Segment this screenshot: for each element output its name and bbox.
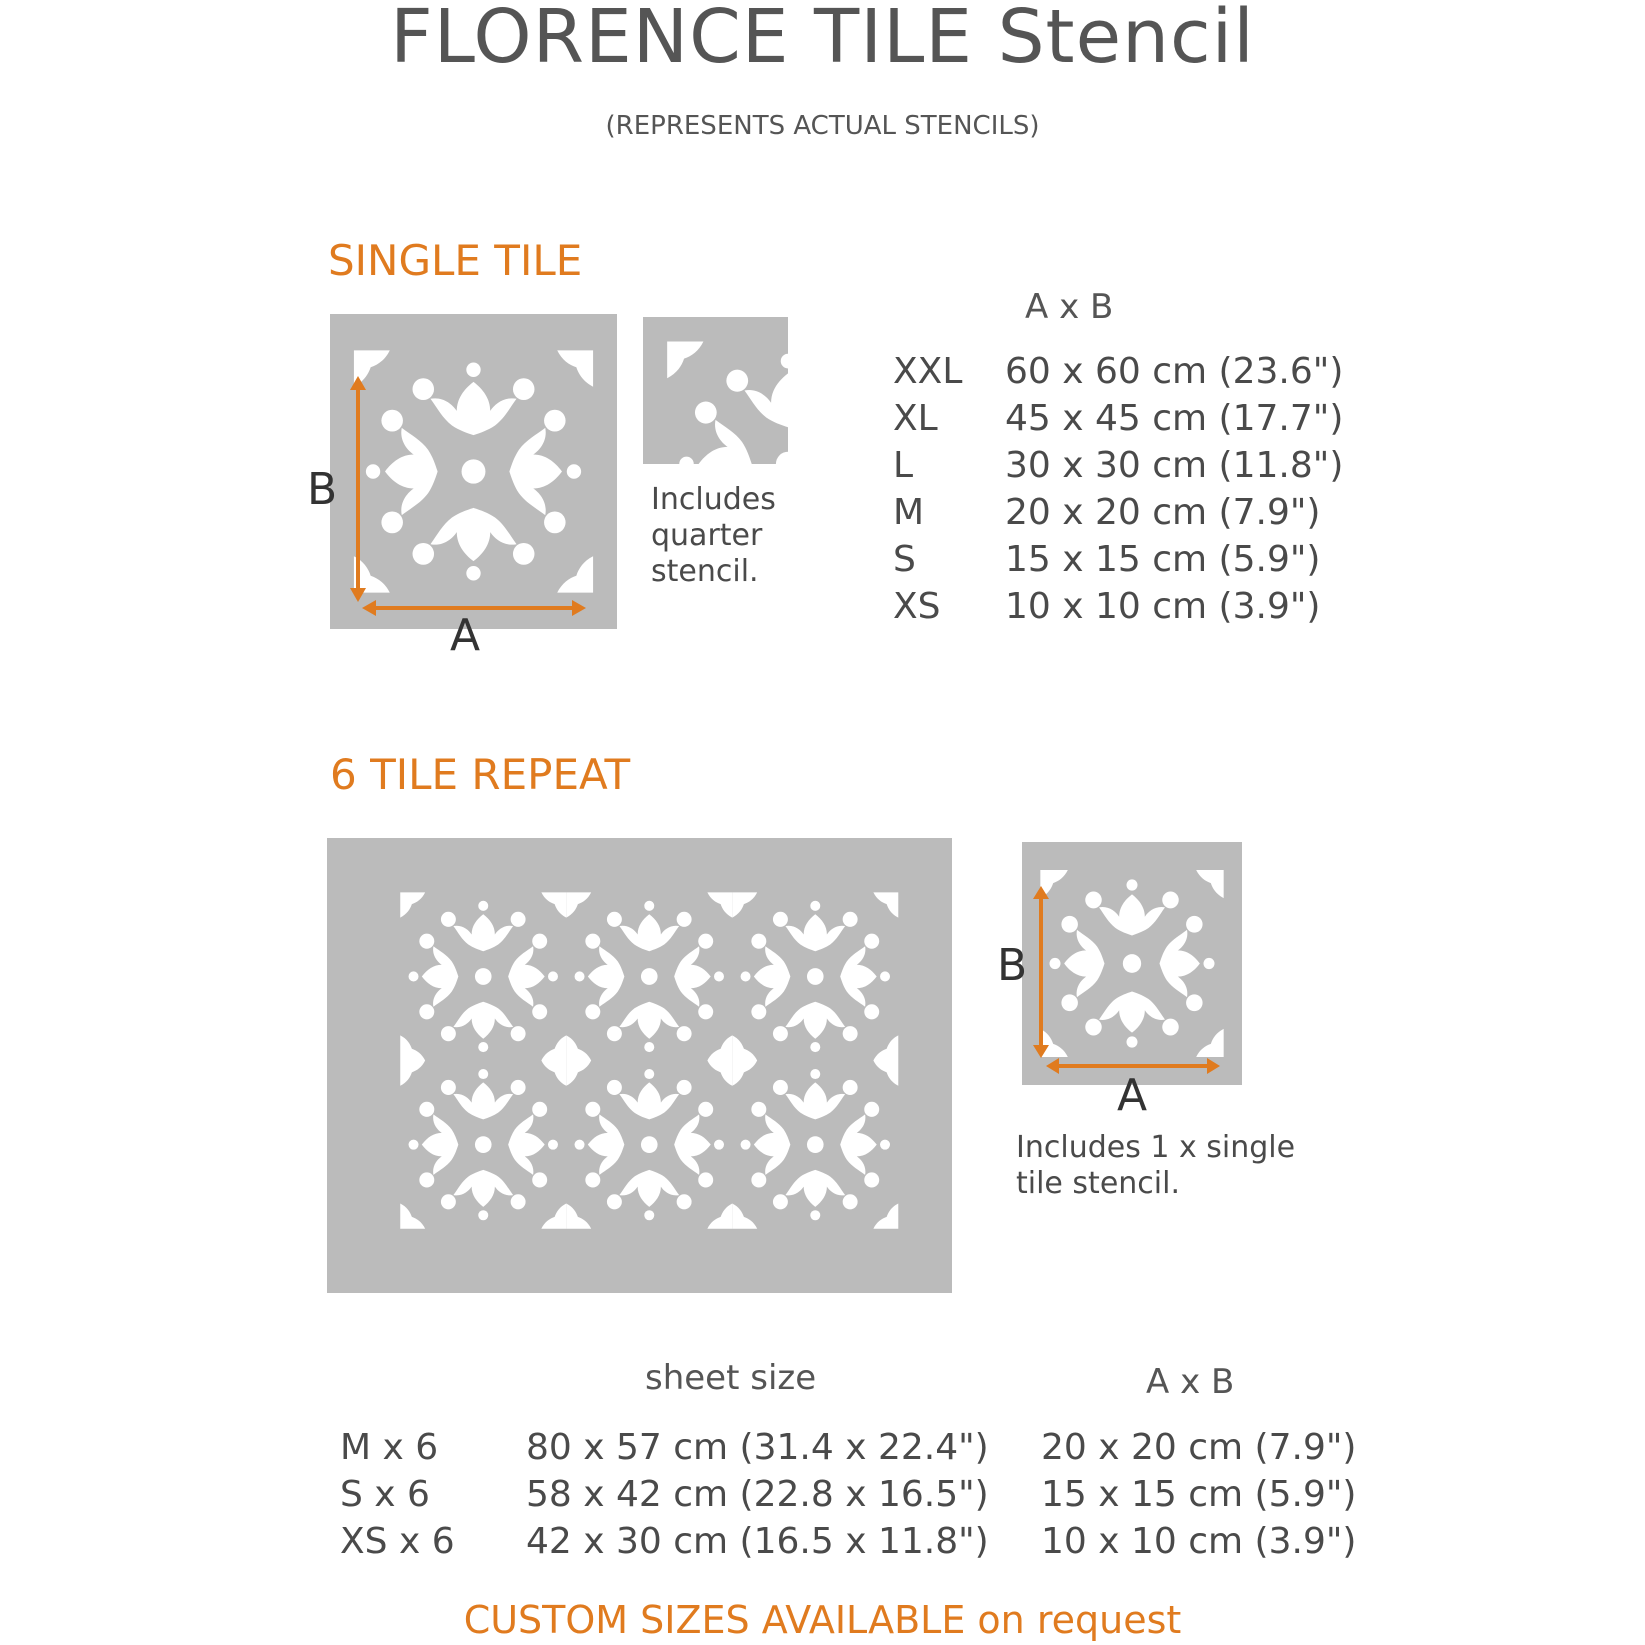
repeat-size-table <box>340 1424 1356 1565</box>
sheet-size: 42 x 30 cm (16.5 x 11.8") <box>526 1521 989 1562</box>
size-dims: 15 x 15 cm (5.9") <box>1005 539 1321 580</box>
dimension-b-arrow <box>346 376 370 602</box>
sheet-size: 58 x 42 cm (22.8 x 16.5") <box>526 1474 989 1515</box>
dimension-b-arrow-2 <box>1030 886 1052 1058</box>
six-tile-heading: 6 TILE REPEAT <box>330 750 631 799</box>
single-tile-heading: SINGLE TILE <box>328 236 583 285</box>
table-row <box>893 442 1343 489</box>
size-dims: 20 x 20 cm (7.9") <box>1005 492 1321 533</box>
quarter-stencil-note: Includes quarter stencil. <box>651 482 776 589</box>
single-tile-stencil-note: Includes 1 x single tile stencil. <box>1016 1130 1296 1201</box>
quarter-stencil-image <box>643 317 788 464</box>
size-label: S <box>893 539 916 580</box>
six-tile-repeat-image <box>327 838 952 1293</box>
table-row <box>893 348 1343 395</box>
size-label: L <box>893 445 914 486</box>
size-label: M x 6 <box>340 1427 439 1468</box>
sheet-size: 80 x 57 cm (31.4 x 22.4") <box>526 1427 989 1468</box>
single-tile-stencil-image <box>1022 842 1242 1085</box>
single-tile-size-table <box>893 348 1343 630</box>
size-label: XS x 6 <box>340 1521 455 1562</box>
table-row <box>893 489 1343 536</box>
dimension-a-label: A <box>450 610 481 661</box>
size-dims: 45 x 45 cm (17.7") <box>1005 398 1344 439</box>
single-tile-image <box>330 314 617 629</box>
size-label: XXL <box>893 351 963 392</box>
page-title: FLORENCE TILE Stencil <box>390 0 1255 80</box>
size-dims: 10 x 10 cm (3.9") <box>1005 586 1321 627</box>
dimension-b-label: B <box>307 464 338 515</box>
size-dims: 30 x 30 cm (11.8") <box>1005 445 1344 486</box>
axb-size: 20 x 20 cm (7.9") <box>1041 1427 1357 1468</box>
size-label: XS <box>893 586 941 627</box>
axb-size: 15 x 15 cm (5.9") <box>1041 1474 1357 1515</box>
repeat-axb-header: A x B <box>1146 1362 1235 1402</box>
dimension-b-label-2: B <box>997 940 1028 991</box>
size-label: M <box>893 492 925 533</box>
table-row <box>340 1518 1356 1565</box>
size-label: S x 6 <box>340 1474 430 1515</box>
table-row <box>893 536 1343 583</box>
axb-size: 10 x 10 cm (3.9") <box>1041 1521 1357 1562</box>
custom-sizes-banner: CUSTOM SIZES AVAILABLE on request <box>463 1598 1182 1642</box>
sheet-size-header: sheet size <box>645 1358 817 1398</box>
dimension-a-label-2: A <box>1117 1070 1148 1121</box>
table-row <box>893 583 1343 630</box>
table-row <box>340 1424 1356 1471</box>
size-dims: 60 x 60 cm (23.6") <box>1005 351 1344 392</box>
page-subtitle: (REPRESENTS ACTUAL STENCILS) <box>605 111 1040 141</box>
table-row <box>340 1471 1356 1518</box>
table-row <box>893 395 1343 442</box>
size-label: XL <box>893 398 938 439</box>
single-tile-table-header: A x B <box>1025 287 1114 327</box>
